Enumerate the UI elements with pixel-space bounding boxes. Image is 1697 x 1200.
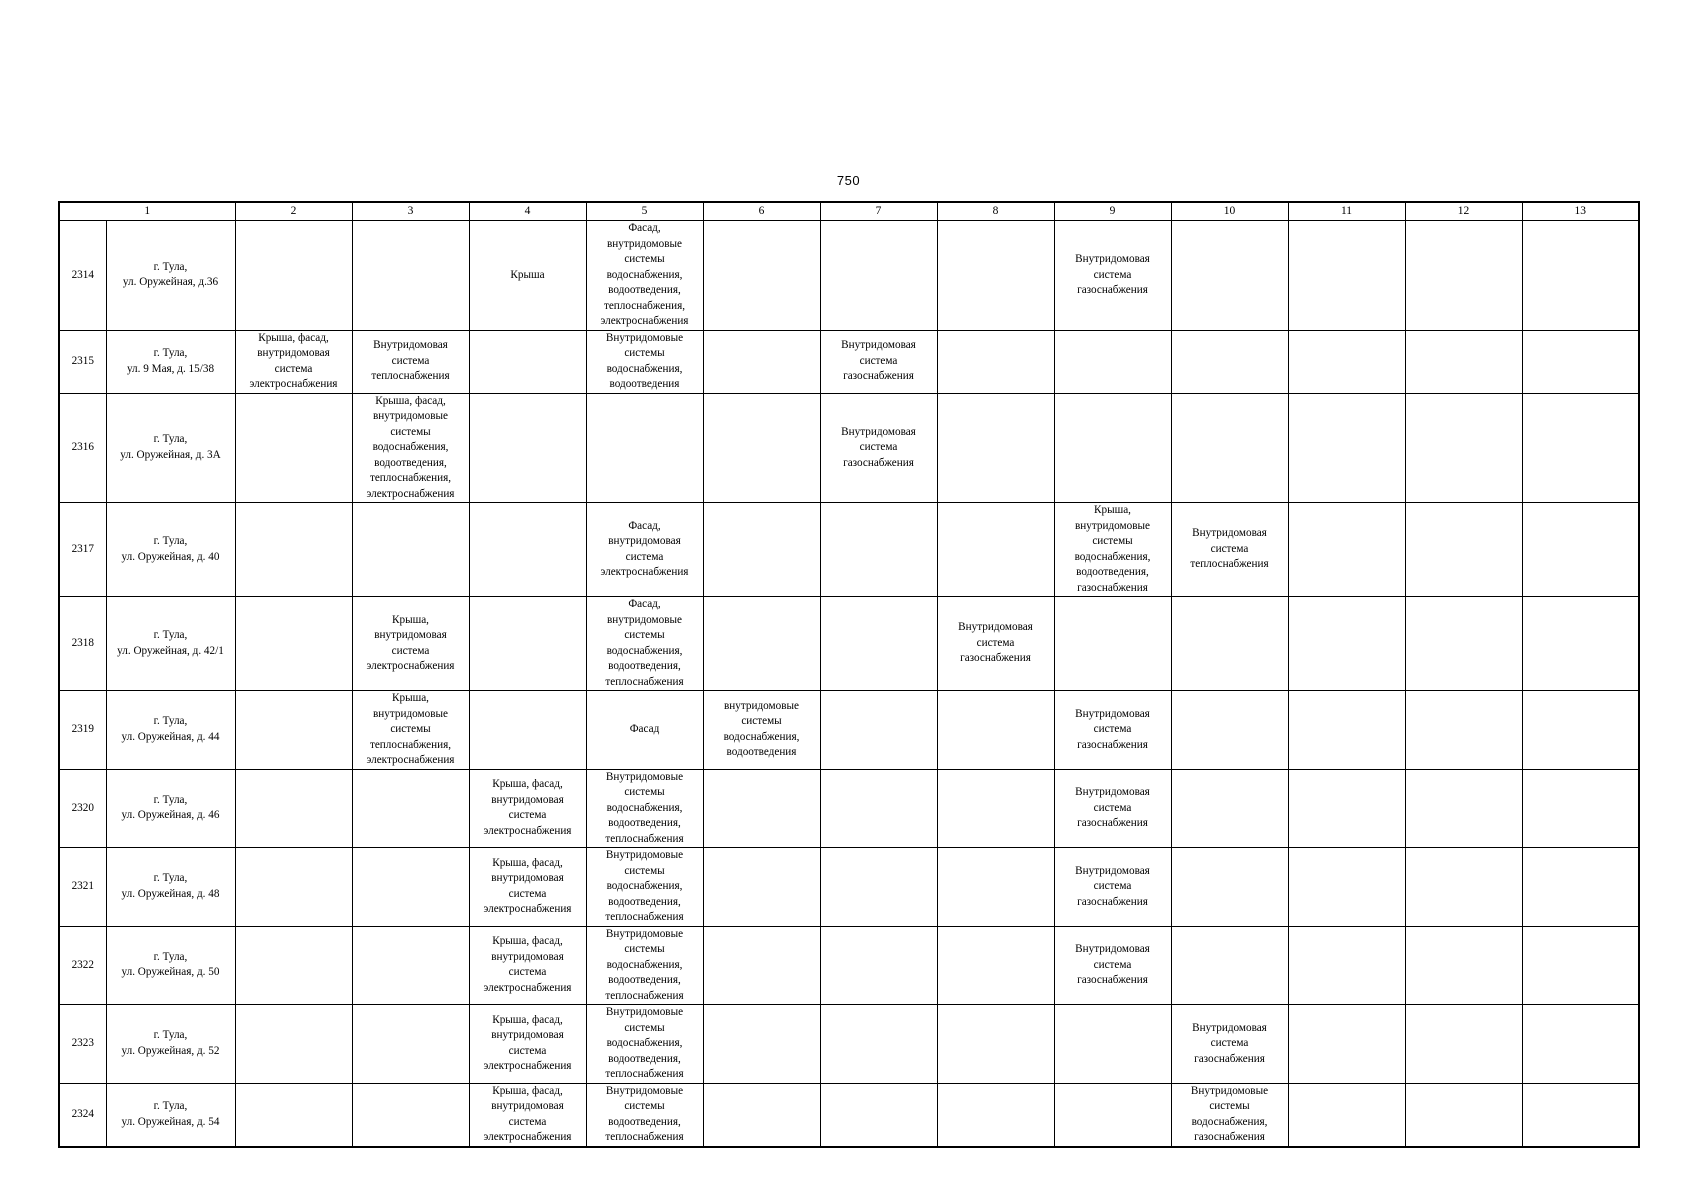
column-header: 5 xyxy=(586,202,703,221)
work-cell-col-3 xyxy=(352,393,469,503)
repair-schedule-table xyxy=(58,201,1640,1148)
work-cell-col-5 xyxy=(586,330,703,393)
work-cell-col-6 xyxy=(703,1083,820,1147)
work-cell-col-5 xyxy=(586,597,703,691)
work-cell-col-9 xyxy=(1054,1083,1171,1147)
row-number: 2323 xyxy=(59,1005,106,1084)
work-cell-col-6 xyxy=(703,330,820,393)
work-cell-col-7 xyxy=(820,691,937,770)
work-cell-col-12 xyxy=(1405,221,1522,331)
work-cell-col-11 xyxy=(1288,393,1405,503)
work-cell-col-8 xyxy=(937,769,1054,848)
work-cell-col-2 xyxy=(235,1005,352,1084)
table-row xyxy=(59,597,1639,691)
work-cell-col-2 xyxy=(235,221,352,331)
work-cell-col-6 xyxy=(703,769,820,848)
work-cell-col-12 xyxy=(1405,393,1522,503)
work-cell-col-13 xyxy=(1522,330,1639,393)
column-header: 10 xyxy=(1171,202,1288,221)
address-cell xyxy=(106,393,235,503)
work-cell-col-9 xyxy=(1054,503,1171,597)
work-cell-col-13 xyxy=(1522,848,1639,927)
work-cell-col-10 xyxy=(1171,597,1288,691)
table-row xyxy=(59,769,1639,848)
row-number: 2318 xyxy=(59,597,106,691)
work-cell-col-13 xyxy=(1522,597,1639,691)
work-cell-col-6 xyxy=(703,597,820,691)
work-cell-col-9 xyxy=(1054,769,1171,848)
work-text: Крыша, фасад, внутридомовая система электроснабжения xyxy=(483,856,572,916)
work-cell-col-8 xyxy=(937,848,1054,927)
work-cell-col-3 xyxy=(352,848,469,927)
work-cell-col-6 xyxy=(703,393,820,503)
work-cell-col-6 xyxy=(703,691,820,770)
work-cell-col-7 xyxy=(820,330,937,393)
work-cell-col-12 xyxy=(1405,848,1522,927)
table-row xyxy=(59,330,1639,393)
work-cell-col-8 xyxy=(937,393,1054,503)
work-cell-col-11 xyxy=(1288,691,1405,770)
work-cell-col-4 xyxy=(469,926,586,1005)
address-text: г. Тула, ул. Оружейная, д. 50 xyxy=(121,950,220,979)
work-cell-col-5 xyxy=(586,221,703,331)
work-cell-col-2 xyxy=(235,393,352,503)
table-body xyxy=(59,221,1639,1147)
work-cell-col-4 xyxy=(469,1083,586,1147)
work-text: Крыша, внутридомовые системы водоснабжения, водоотведения, газоснабжения xyxy=(1074,504,1151,594)
work-cell-col-9 xyxy=(1054,691,1171,770)
work-cell-col-9 xyxy=(1054,597,1171,691)
work-cell-col-9 xyxy=(1054,330,1171,393)
work-cell-col-9 xyxy=(1054,926,1171,1005)
address-text: г. Тула, ул. Оружейная, д. 54 xyxy=(121,1100,220,1128)
work-cell-col-8 xyxy=(937,221,1054,331)
column-header: 3 xyxy=(352,202,469,221)
work-cell-col-12 xyxy=(1405,330,1522,393)
work-cell-col-4 xyxy=(469,503,586,597)
work-cell-col-6 xyxy=(703,503,820,597)
work-cell-col-10 xyxy=(1171,691,1288,770)
work-text: Внутридомовая система газоснабжения xyxy=(841,339,916,383)
address-cell xyxy=(106,769,235,848)
work-cell-col-2 xyxy=(235,691,352,770)
column-header: 1 xyxy=(59,202,235,221)
work-cell-col-13 xyxy=(1522,769,1639,848)
address-cell xyxy=(106,597,235,691)
work-text: Внутридомовая система газоснабжения xyxy=(1075,786,1150,829)
work-cell-col-6 xyxy=(703,926,820,1005)
work-text: Внутридомовые системы водоснабжения, газоснабжения xyxy=(1190,1084,1269,1143)
work-cell-col-13 xyxy=(1522,1083,1639,1147)
work-text: Внутридомовая система теплоснабжения xyxy=(1190,527,1269,571)
work-cell-col-12 xyxy=(1405,769,1522,848)
work-cell-col-11 xyxy=(1288,503,1405,597)
work-cell-col-5 xyxy=(586,769,703,848)
work-cell-col-4 xyxy=(469,691,586,770)
column-header: 13 xyxy=(1522,202,1639,221)
work-text: Внутридомовая система газоснабжения xyxy=(1075,943,1150,986)
address-cell xyxy=(106,330,235,393)
work-cell-col-12 xyxy=(1405,691,1522,770)
address-cell xyxy=(106,1005,235,1084)
address-text: г. Тула, ул. Оружейная, д. 46 xyxy=(121,793,220,822)
address-cell xyxy=(106,926,235,1005)
work-text: Крыша xyxy=(510,268,545,281)
work-cell-col-5 xyxy=(586,691,703,770)
work-cell-col-13 xyxy=(1522,1005,1639,1084)
work-text: Внутридомовые системы водоснабжения, водоотведения, теплоснабжения xyxy=(605,849,684,923)
work-cell-col-8 xyxy=(937,1083,1054,1147)
work-cell-col-10 xyxy=(1171,926,1288,1005)
work-text: Крыша, фасад, внутридомовая система электроснабжения xyxy=(483,778,572,837)
table-row xyxy=(59,503,1639,597)
work-cell-col-13 xyxy=(1522,926,1639,1005)
row-number: 2319 xyxy=(59,691,106,770)
work-cell-col-4 xyxy=(469,330,586,393)
work-cell-col-11 xyxy=(1288,597,1405,691)
table-row xyxy=(59,393,1639,503)
work-cell-col-10 xyxy=(1171,393,1288,503)
work-cell-col-11 xyxy=(1288,1005,1405,1084)
work-text: Внутридомовые системы водоотведения, теплоснабжения xyxy=(605,1084,684,1143)
address-text: г. Тула, ул. Оружейная, д. 48 xyxy=(121,872,220,900)
work-cell-col-10 xyxy=(1171,1083,1288,1147)
work-cell-col-4 xyxy=(469,848,586,927)
work-text: Внутридомовые системы водоснабжения, водоотведения, теплоснабжения xyxy=(605,770,684,845)
work-cell-col-2 xyxy=(235,848,352,927)
work-cell-col-2 xyxy=(235,597,352,691)
work-cell-col-11 xyxy=(1288,1083,1405,1147)
work-text: Внутридомовая система газоснабжения xyxy=(1075,253,1150,296)
work-cell-col-9 xyxy=(1054,221,1171,331)
work-text: Фасад xyxy=(629,723,660,735)
column-header: 7 xyxy=(820,202,937,221)
address-text: г. Тула, ул. Оружейная, д. 40 xyxy=(121,535,220,563)
work-cell-col-9 xyxy=(1054,848,1171,927)
work-cell-col-5 xyxy=(586,1083,703,1147)
work-cell-col-11 xyxy=(1288,221,1405,331)
work-cell-col-6 xyxy=(703,221,820,331)
work-cell-col-7 xyxy=(820,221,937,331)
work-cell-col-11 xyxy=(1288,926,1405,1005)
address-text: г. Тула, ул. Оружейная, д. 44 xyxy=(121,715,220,743)
work-text: Крыша, фасад, внутридомовые системы водоснабжения, водоотведения, теплоснабжения, электроснабжения xyxy=(366,394,455,500)
work-cell-col-13 xyxy=(1522,221,1639,331)
work-cell-col-10 xyxy=(1171,848,1288,927)
work-cell-col-7 xyxy=(820,597,937,691)
work-cell-col-12 xyxy=(1405,503,1522,597)
table-row xyxy=(59,848,1639,927)
work-text: Внутридомовые системы водоснабжения, водоотведения xyxy=(605,331,684,390)
work-cell-col-7 xyxy=(820,393,937,503)
column-header: 4 xyxy=(469,202,586,221)
work-text: Крыша, фасад, внутридомовая система электроснабжения xyxy=(249,331,338,390)
work-cell-col-8 xyxy=(937,1005,1054,1084)
table-row xyxy=(59,221,1639,331)
work-cell-col-3 xyxy=(352,221,469,331)
work-cell-col-6 xyxy=(703,1005,820,1084)
work-text: внутридомовые системы водоснабжения, водоотведения xyxy=(723,699,800,759)
work-cell-col-9 xyxy=(1054,1005,1171,1084)
work-cell-col-9 xyxy=(1054,393,1171,503)
address-text: г. Тула, ул. Оружейная, д. 42/1 xyxy=(117,629,224,657)
work-cell-col-12 xyxy=(1405,1005,1522,1084)
address-cell xyxy=(106,221,235,331)
work-text: Фасад, внутридомовая система электроснабжения xyxy=(600,519,689,578)
work-text: Внутридомовая система газоснабжения xyxy=(841,425,916,469)
work-cell-col-11 xyxy=(1288,848,1405,927)
work-text: Внутридомовая система газоснабжения xyxy=(1075,864,1150,908)
row-number: 2321 xyxy=(59,848,106,927)
address-cell xyxy=(106,691,235,770)
work-text: Крыша, фасад, внутридомовая система электроснабжения xyxy=(483,1013,572,1073)
work-cell-col-5 xyxy=(586,848,703,927)
work-cell-col-3 xyxy=(352,503,469,597)
address-text: г. Тула, ул. Оружейная, д.36 xyxy=(122,260,219,289)
address-text: г. Тула, ул. Оружейная, д. 52 xyxy=(121,1029,220,1057)
column-header: 12 xyxy=(1405,202,1522,221)
work-text: Фасад, внутридомовые системы водоснабжения, водоотведения, теплоснабжения xyxy=(605,598,684,688)
row-number: 2317 xyxy=(59,503,106,597)
address-cell xyxy=(106,848,235,927)
column-header: 11 xyxy=(1288,202,1405,221)
work-text: Крыша, фасад, внутридомовая система электроснабжения xyxy=(483,935,572,994)
work-cell-col-3 xyxy=(352,926,469,1005)
work-cell-col-4 xyxy=(469,393,586,503)
column-header: 9 xyxy=(1054,202,1171,221)
work-text: Внутридомовые системы водоснабжения, водоотведения, теплоснабжения xyxy=(605,927,684,1002)
work-cell-col-6 xyxy=(703,848,820,927)
work-cell-col-7 xyxy=(820,503,937,597)
row-number: 2315 xyxy=(59,330,106,393)
work-cell-col-10 xyxy=(1171,503,1288,597)
work-cell-col-4 xyxy=(469,769,586,848)
row-number: 2314 xyxy=(59,221,106,331)
work-cell-col-3 xyxy=(352,597,469,691)
work-cell-col-13 xyxy=(1522,503,1639,597)
work-text: Внутридомовые системы водоснабжения, водоотведения, теплоснабжения xyxy=(605,1006,684,1080)
row-number: 2322 xyxy=(59,926,106,1005)
page-number: 750 xyxy=(836,173,861,188)
work-cell-col-7 xyxy=(820,848,937,927)
work-cell-col-7 xyxy=(820,769,937,848)
work-cell-col-5 xyxy=(586,926,703,1005)
table-row xyxy=(59,1005,1639,1084)
work-cell-col-8 xyxy=(937,926,1054,1005)
work-cell-col-8 xyxy=(937,330,1054,393)
column-header: 6 xyxy=(703,202,820,221)
work-cell-col-12 xyxy=(1405,1083,1522,1147)
work-cell-col-13 xyxy=(1522,393,1639,503)
work-cell-col-8 xyxy=(937,503,1054,597)
work-cell-col-4 xyxy=(469,1005,586,1084)
work-text: Крыша, внутридомовые системы теплоснабжения, электроснабжения xyxy=(366,692,455,766)
work-cell-col-10 xyxy=(1171,221,1288,331)
work-cell-col-11 xyxy=(1288,330,1405,393)
work-text: Внутридомовая система газоснабжения xyxy=(958,621,1033,665)
table-row xyxy=(59,691,1639,770)
work-cell-col-10 xyxy=(1171,330,1288,393)
column-header: 8 xyxy=(937,202,1054,221)
work-cell-col-4 xyxy=(469,221,586,331)
work-cell-col-3 xyxy=(352,330,469,393)
row-number: 2324 xyxy=(59,1083,106,1147)
work-cell-col-10 xyxy=(1171,1005,1288,1084)
work-cell-col-2 xyxy=(235,926,352,1005)
work-cell-col-8 xyxy=(937,597,1054,691)
work-cell-col-5 xyxy=(586,503,703,597)
work-cell-col-3 xyxy=(352,691,469,770)
work-cell-col-2 xyxy=(235,1083,352,1147)
work-cell-col-11 xyxy=(1288,769,1405,848)
work-cell-col-7 xyxy=(820,1083,937,1147)
address-text: г. Тула, ул. Оружейная, д. 3А xyxy=(120,433,221,461)
address-cell xyxy=(106,503,235,597)
work-text: Внутридомовая система газоснабжения xyxy=(1075,707,1150,751)
work-text: Крыша, фасад, внутридомовая система электроснабжения xyxy=(483,1084,572,1143)
work-cell-col-3 xyxy=(352,1005,469,1084)
work-cell-col-7 xyxy=(820,1005,937,1084)
work-cell-col-2 xyxy=(235,330,352,393)
address-text: г. Тула, ул. 9 Мая, д. 15/38 xyxy=(126,347,215,375)
work-cell-col-3 xyxy=(352,769,469,848)
work-cell-col-7 xyxy=(820,926,937,1005)
row-number: 2320 xyxy=(59,769,106,848)
work-cell-col-10 xyxy=(1171,769,1288,848)
column-header: 2 xyxy=(235,202,352,221)
work-cell-col-5 xyxy=(586,393,703,503)
row-number: 2316 xyxy=(59,393,106,503)
work-cell-col-13 xyxy=(1522,691,1639,770)
work-cell-col-3 xyxy=(352,1083,469,1147)
work-cell-col-2 xyxy=(235,769,352,848)
work-text: Внутридомовая система газоснабжения xyxy=(1192,1021,1267,1065)
work-cell-col-4 xyxy=(469,597,586,691)
address-cell xyxy=(106,1083,235,1147)
work-cell-col-2 xyxy=(235,503,352,597)
header-row xyxy=(59,202,1639,221)
work-cell-col-5 xyxy=(586,1005,703,1084)
work-cell-col-12 xyxy=(1405,597,1522,691)
work-text: Крыша, внутридомовая система электроснабжения xyxy=(366,613,455,672)
work-cell-col-8 xyxy=(937,691,1054,770)
work-cell-col-12 xyxy=(1405,926,1522,1005)
table-row xyxy=(59,1083,1639,1147)
work-text: Внутридомовая система теплоснабжения xyxy=(371,339,450,383)
table-row xyxy=(59,926,1639,1005)
work-text: Фасад, внутридомовые системы водоснабжения, водоотведения, теплоснабжения, электроснабжения xyxy=(600,222,689,327)
